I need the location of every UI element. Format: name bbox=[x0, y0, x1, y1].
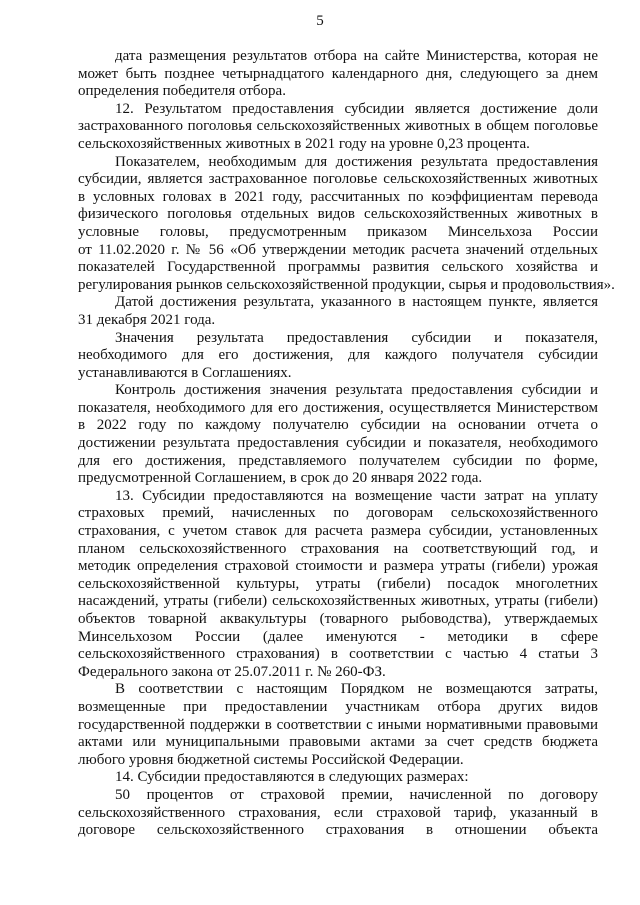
text-line: страховых премий, начисленных по договорам сельскохозяйственного bbox=[78, 505, 598, 522]
text-line: 12. Результатом предоставления субсидии является достижение доли bbox=[115, 100, 598, 117]
document-body bbox=[78, 48, 615, 840]
text-line: субсидии, является застрахованное поголовье сельскохозяйственных животных bbox=[78, 171, 598, 188]
text-line: дата размещения результатов отбора на сайте Министерства, которая не bbox=[115, 48, 598, 64]
text-line: регулирования рынков сельскохозяйственной продукции, сырья и продовольствия». bbox=[78, 276, 615, 293]
text-line: показателей Государственной программы развития сельского хозяйства и bbox=[78, 259, 598, 276]
text-line: достижении результата предоставления субсидии и показателя, необходимого bbox=[78, 435, 598, 452]
text-line: может быть позднее четырнадцатого календарного дня, следующего за днем bbox=[78, 65, 598, 82]
text-line: необходимого для его достижения, для каждого получателя субсидии bbox=[78, 347, 598, 364]
text-line: государственной поддержки в соответствии с иными нормативными правовыми bbox=[78, 716, 598, 733]
text-line: сельскохозяйственных животных в 2021 году на уровне 0,23 процента. bbox=[78, 135, 530, 152]
text-line: договоре сельскохозяйственного страхования в отношении объекта bbox=[78, 822, 598, 839]
page-number: 5 bbox=[316, 13, 324, 29]
text-line: насаждений, утраты (гибели) сельскохозяйственных животных, утраты (гибели) bbox=[78, 593, 598, 610]
text-line: определения победителя отбора. bbox=[78, 83, 286, 100]
text-line: устанавливаются в Соглашениях. bbox=[78, 364, 292, 381]
text-line: предусмотренной Соглашением, в срок до 20 января 2022 года. bbox=[78, 470, 483, 487]
text-line: объектов товарной аквакультуры (товарного рыбоводства), утверждаемых bbox=[78, 611, 598, 627]
text-line: 50 процентов от страховой премии, начисленной по договору bbox=[115, 786, 598, 803]
text-line: 31 декабря 2021 года. bbox=[78, 311, 216, 328]
text-line: Контроль достижения значения результата предоставления субсидии и bbox=[115, 382, 598, 399]
text-line: сельскохозяйственного страхования, если страховой тариф, указанный в bbox=[78, 804, 598, 821]
text-line: актами или муниципальными правовыми актами за счет средств бюджета bbox=[78, 734, 598, 751]
text-line: в условных головах в 2021 году, рассчитанных по коэффициентам перевода bbox=[78, 188, 598, 205]
text-line: Значения результата предоставления субсидии и показателя, bbox=[115, 329, 598, 346]
text-line: от 11.02.2020 г. № 56 «Об утверждении методик расчета значений отдельных bbox=[78, 241, 598, 258]
text-line: для его достижения, представляемого получателем субсидии по форме, bbox=[78, 452, 598, 469]
text-line: Минсельхозом России (далее именуются - методики в сфере bbox=[78, 628, 598, 645]
text-line: 14. Субсидии предоставляются в следующих размерах: bbox=[115, 769, 469, 786]
text-line: показателя, необходимого для его достижения, осуществляется Министерством bbox=[78, 399, 598, 416]
text-line: Датой достижения результата, указанного в настоящем пункте, является bbox=[115, 294, 598, 311]
text-line: В соответствии с настоящим Порядком не возмещаются затраты, bbox=[115, 681, 598, 698]
text-line: сельскохозяйственного страхования) в соответствии с частью 4 статьи 3 bbox=[78, 646, 598, 663]
text-line: физического поголовья отдельных видов сельскохозяйственных животных в bbox=[78, 206, 598, 223]
text-line: 13. Субсидии предоставляются на возмещение части затрат на уплату bbox=[115, 487, 598, 504]
text-line: методик определения страховой стоимости и размера утраты (гибели) урожая bbox=[78, 558, 598, 575]
text-line: Показателем, необходимым для достижения результата предоставления bbox=[115, 153, 598, 170]
text-line: условные головы, предусмотренным приказом Минсельхоза России bbox=[78, 223, 598, 240]
text-line: планом сельскохозяйственного страхования на соответствующий год, и bbox=[78, 540, 598, 557]
text-line: любого уровня бюджетной системы Российской Федерации. bbox=[78, 751, 464, 768]
text-line: Федерального закона от 25.07.2011 г. № 260-ФЗ. bbox=[78, 663, 386, 680]
text-line: сельскохозяйственной культуры, утраты (гибели) посадок многолетних bbox=[78, 575, 598, 592]
text-line: возмещенные при предоставлении участникам отбора других видов bbox=[78, 698, 598, 715]
text-line: застрахованного поголовья сельскохозяйственных животных в общем поголовье bbox=[78, 118, 598, 135]
text-line: страхования, с учетом ставок для расчета размера субсидии, установленных bbox=[78, 523, 598, 540]
text-line: в 2022 году по каждому получателю субсидии на основании отчета о bbox=[78, 417, 598, 434]
